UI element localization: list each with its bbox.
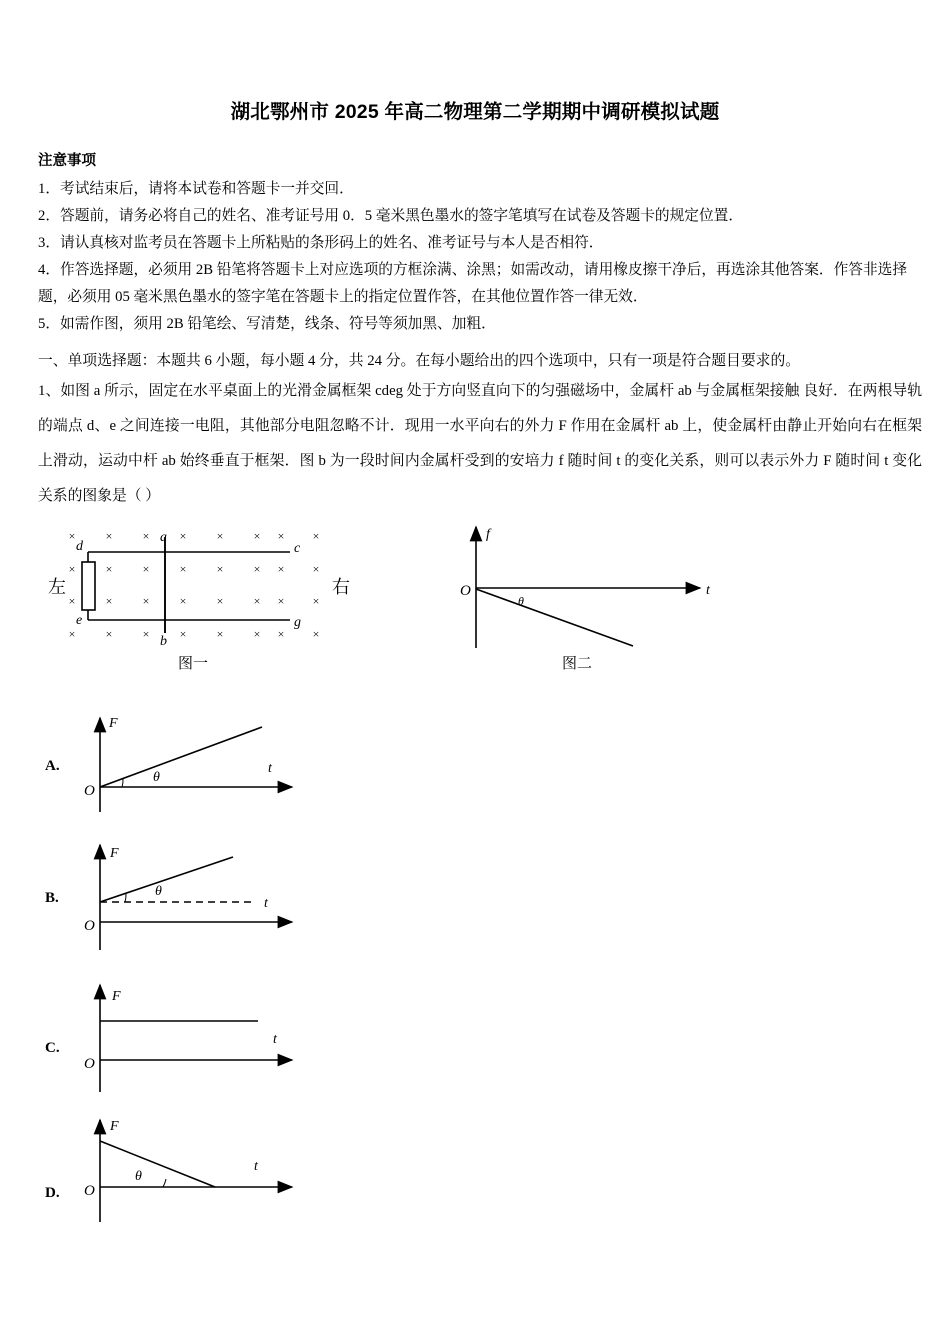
option-d-angle-arc [163,1179,166,1187]
option-d-origin-label: O [84,1183,95,1199]
svg-text:×: × [142,594,150,608]
figure-one-left-label: 左 [48,577,66,597]
magnetic-field-marks [69,529,320,641]
svg-text:×: × [253,627,261,641]
question-line-4: 随时间 t 的变化关系，则可以表示外力 F 随时间 t 变化关系的图象是（ ） [38,453,923,504]
option-a-data-line [100,727,262,787]
option-b-angle-label: θ [155,884,162,899]
svg-text:×: × [216,594,224,608]
option-b-labels [84,846,269,934]
figure-two-angle-label: θ [518,594,524,608]
svg-text:×: × [179,627,187,641]
option-b-x-label: t [264,896,268,911]
notice-list [38,176,918,338]
option-b-y-label: F [110,846,119,861]
question-line-1: 如图 a 所示，固定在水平桌面上的光滑金属框架 cdeg 处于方向竖直向下的匀强磁场中，金属杆 ab 与金属框架接触 [60,383,800,399]
svg-text:×: × [68,562,76,576]
section-heading: 一、单项选择题：本题共 6 小题，每小题 4 分，共 24 分。在每小题给出的四个选项中，只有一项是符合题目要求的。 [38,353,801,369]
option-a-y-label: F [109,716,118,731]
option-d-data-line [100,1141,215,1187]
figure-two-x-label: t [706,583,710,598]
option-letter-b: B. [45,890,59,906]
figure-two-graph [476,527,700,648]
question-number: 1、 [38,383,61,399]
figure-two-labels [460,527,711,608]
svg-text:×: × [216,562,224,576]
option-d-labels [84,1119,259,1199]
option-a-labels [84,716,273,799]
svg-text:×: × [277,594,285,608]
option-b-angle-arc [125,894,126,902]
option-b-graph [100,845,292,950]
svg-text:×: × [142,627,150,641]
svg-text:×: × [312,529,320,543]
svg-text:×: × [253,529,261,543]
option-a-angle-label: θ [153,770,160,785]
option-letter-c: C. [45,1040,60,1056]
svg-text:×: × [142,529,150,543]
question-line-2: 良好．在两根导轨的端点 d、e 之间连接一电阻，其他部分电阻忽略不计．现用一水平向右的外力 F 作用在金属杆 ab [38,383,923,434]
figure-two-origin-label: O [460,583,471,599]
notice-item: 4．作答选择题，必须用 2B 铅笔将答题卡上对应选项的方框涂满、涂黑；如需改动，请用橡皮擦干净后，再选涂其他答案．作答非选择题，必须用 05 毫米黑色墨水的签字笔在答题卡上的指定位置作答，在其他位置作答一律无效． [38,262,908,305]
svg-text:×: × [68,529,76,543]
node-label-c: c [294,541,301,556]
figure-two-y-label: f [486,527,490,542]
figure-one-caption: 图一 [178,655,209,672]
figure-one-node-labels [76,530,301,649]
svg-text:×: × [68,594,76,608]
option-c-labels [84,989,278,1072]
node-label-b: b [160,634,167,649]
figure-one-diagram [82,537,290,633]
option-c-x-label: t [273,1032,277,1047]
node-label-a: a [160,530,167,545]
node-label-e: e [76,613,83,628]
figure-one-right-label: 右 [332,577,350,597]
option-b-origin-label: O [84,918,95,934]
svg-text:×: × [68,627,76,641]
notice-item: 2．答题前，请务必将自己的姓名、准考证号用 0．5 毫米黑色墨水的签字笔填写在试卷及答题卡的规定位置． [38,208,744,224]
svg-text:×: × [312,627,320,641]
svg-text:×: × [312,594,320,608]
notice-item: 3．请认真核对监考员在答题卡上所粘贴的条形码上的姓名、准考证号与本人是否相符． [38,235,604,251]
svg-text:×: × [253,594,261,608]
svg-text:×: × [105,627,113,641]
notice-item: 1．考试结束后，请将本试卷和答题卡一并交回． [38,181,354,197]
notice-item: 5．如需作图，须用 2B 铅笔绘、写清楚，线条、符号等须加黑、加粗． [38,316,496,332]
page-title: 湖北鄂州市 2025 年高二物理第二学期期中调研模拟试题 [230,101,720,123]
option-a-angle-arc [122,779,123,787]
option-d-x-label: t [254,1159,258,1174]
option-c-graph [100,985,292,1092]
svg-text:×: × [105,594,113,608]
svg-text:×: × [179,529,187,543]
svg-text:×: × [179,562,187,576]
option-letter-d: D. [45,1185,60,1201]
node-label-g: g [294,615,301,630]
resistor-body [82,562,95,610]
svg-text:×: × [179,594,187,608]
option-a-graph [100,718,292,812]
option-c-origin-label: O [84,1056,95,1072]
svg-text:×: × [277,627,285,641]
svg-text:×: × [277,529,285,543]
question-stem [38,374,922,514]
option-letter-a: A. [45,758,60,774]
svg-text:×: × [253,562,261,576]
figure-two-caption: 图二 [562,655,593,672]
option-b-data-line [100,857,233,902]
option-d-angle-label: θ [135,1169,142,1184]
svg-text:×: × [142,562,150,576]
option-d-y-label: F [110,1119,119,1134]
svg-text:×: × [105,562,113,576]
svg-text:×: × [312,562,320,576]
svg-text:×: × [277,562,285,576]
svg-text:×: × [216,627,224,641]
option-d-graph [100,1120,292,1222]
option-a-x-label: t [268,761,272,776]
option-c-y-label: F [112,989,121,1004]
node-label-d: d [76,539,83,554]
svg-text:×: × [105,529,113,543]
figure-two-data-line [476,589,633,646]
notice-heading: 注意事项 [38,153,96,169]
svg-text:×: × [216,529,224,543]
option-a-origin-label: O [84,783,95,799]
question-line-3: 上，使金属杆由静止开始向右在框架上滑动，运动中杆 ab 始终垂直于框架．图 b 为一段时间内金属杆受到的安培力 f [38,418,922,469]
